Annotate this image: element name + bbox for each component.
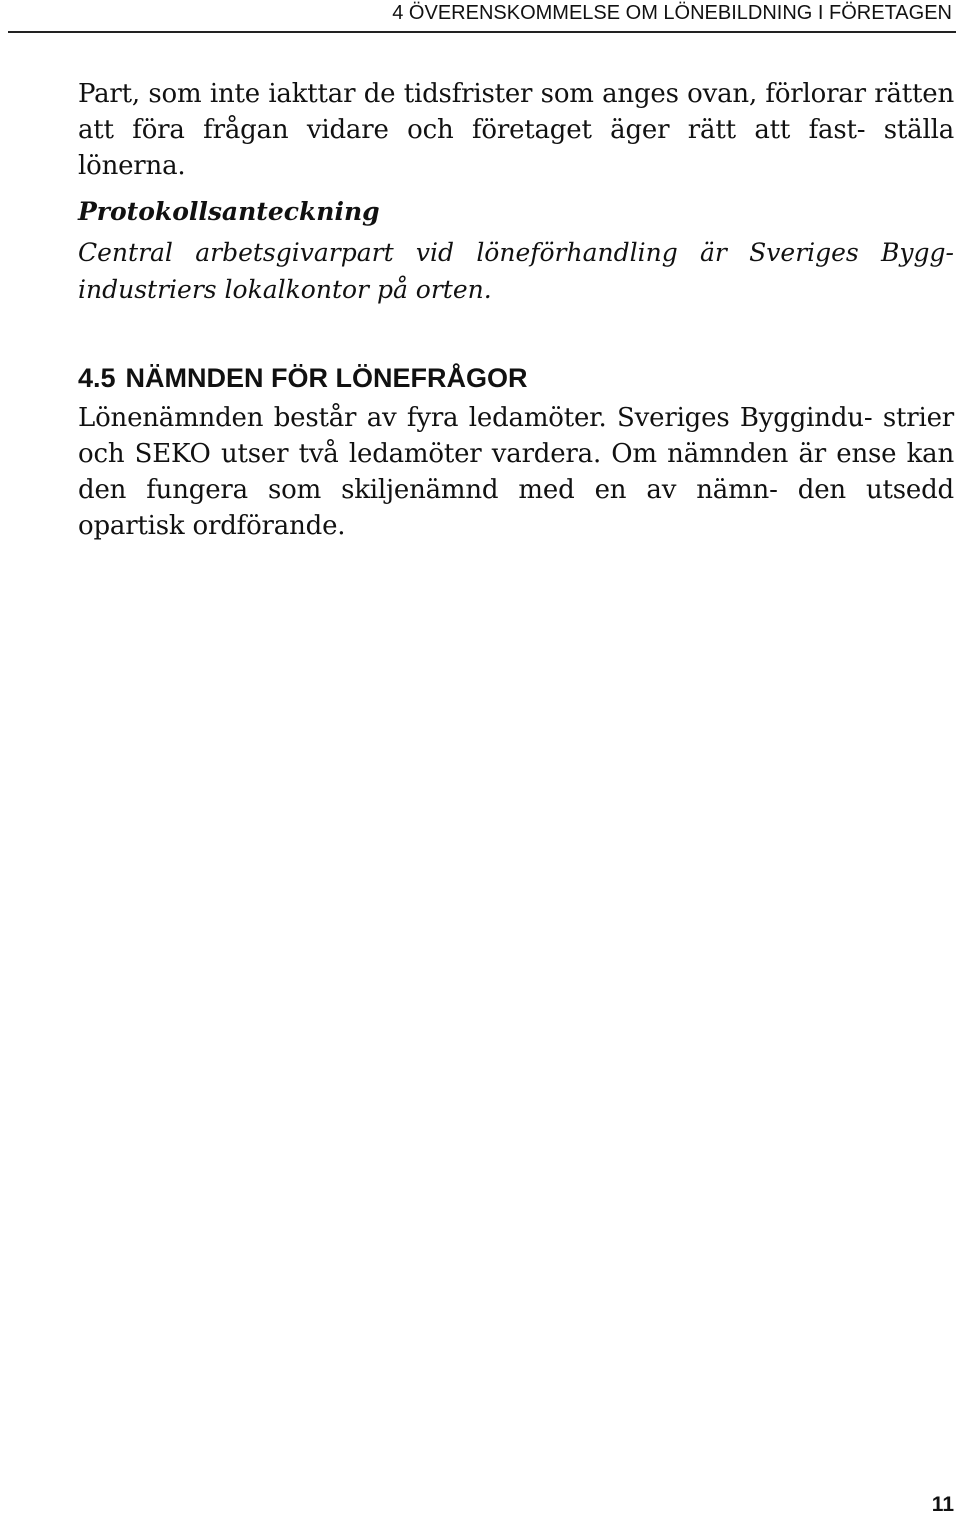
- section-paragraph: Lönenämnden består av fyra ledamöter. Sveriges Byggindu- strier och SEKO utser två ledamöter vardera. Om nämnden är ense kan den fungera som skiljenämnd med en av nämn- den utsedd opartisk ordförande.: [78, 403, 954, 541]
- section-number: 4.5: [78, 363, 116, 393]
- intro-paragraph: Part, som inte iakttar de tidsfrister som anges ovan, förlorar rätten att föra frågan vidare och företaget äger rätt att fast- ställa lönerna.: [78, 79, 954, 181]
- running-header-title: 4 ÖVERENSKOMMELSE OM LÖNEBILDNING I FÖRETAGEN: [392, 2, 952, 24]
- page-number: 11: [931, 1493, 954, 1516]
- section-heading: [78, 360, 954, 396]
- page-content: [78, 76, 954, 544]
- protocol-note-title: Protokollsanteckning: [78, 197, 380, 226]
- protocol-note: [78, 194, 954, 308]
- section-title: NÄMNDEN FÖR LÖNEFRÅGOR: [125, 363, 528, 393]
- running-header: [8, 0, 956, 33]
- protocol-note-text: Central arbetsgivarpart vid löneförhandling är Sveriges Bygg- industriers lokalkontor på orten.: [78, 238, 954, 304]
